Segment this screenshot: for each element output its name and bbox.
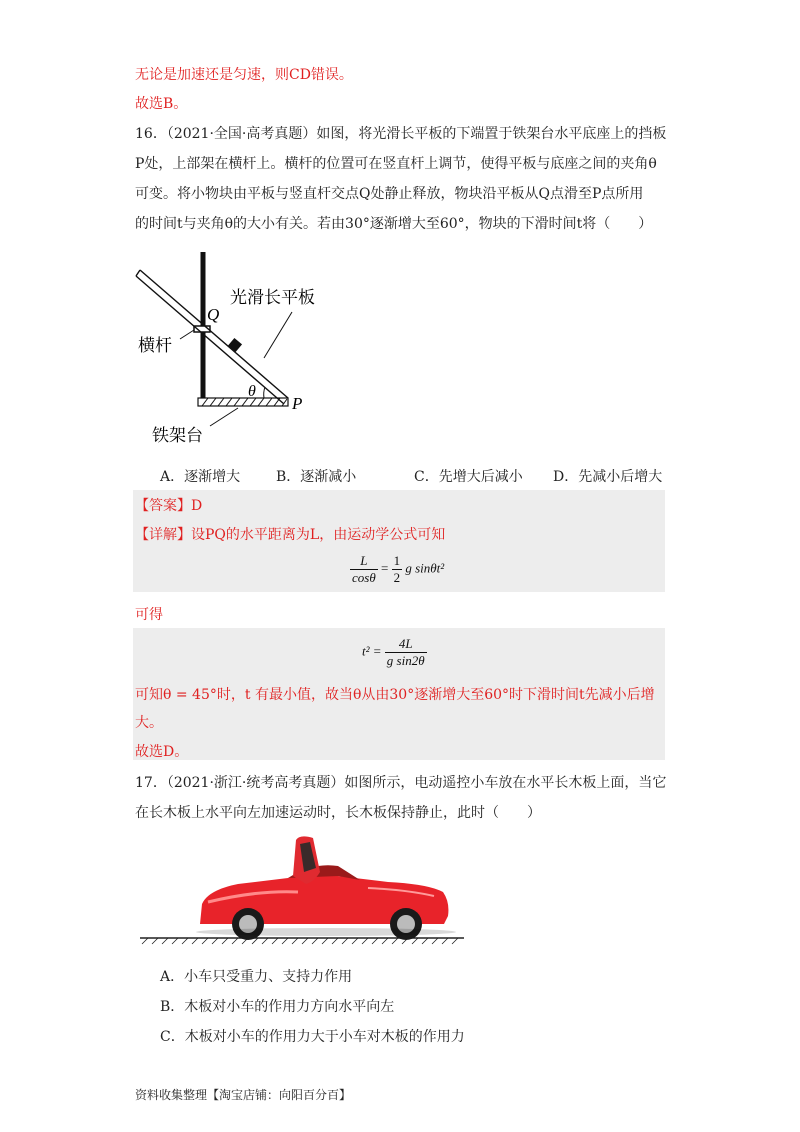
kede-line: 可得 [135, 607, 163, 623]
eq2-den: g sin2θ [386, 653, 425, 668]
equation-1 [350, 553, 444, 586]
bar-label-pointer [180, 330, 194, 339]
detail-line [135, 524, 445, 544]
q16-line-1: 16．（2021·全国·高考真题）如图，将光滑长平板的下端置于铁架台水平底座上的挡板 [135, 126, 667, 142]
prev-conclusion-line: 无论是加速还是匀速，则CD错误。 [135, 67, 353, 83]
board-label-pointer [264, 312, 292, 358]
q16-line-4: 的时间t与夹角θ的大小有关。若由30°逐渐增大至60°，物块的下滑时间t将（ ） [135, 216, 653, 232]
eq2-lhs: t² = [362, 643, 382, 659]
q16-figure [130, 248, 350, 458]
q16-option-d: D．先减小后增大 [553, 469, 663, 485]
label-q: Q [207, 305, 220, 324]
conclusion-line-1: 可知θ = 45°时，t 有最小值，故当θ从由30°逐渐增大至60°时下滑时间t先减小后增 [135, 687, 655, 703]
label-p: P [292, 394, 303, 413]
eq1-eq: = [380, 560, 389, 576]
stand-label-pointer [210, 408, 238, 426]
eq1-rhs-num: 1 [393, 553, 401, 568]
angle-arc [264, 387, 265, 398]
q17-line-2: 在长木板上水平向左加速运动时，长木板保持静止，此时（ ） [135, 805, 541, 821]
equation-2 [362, 636, 427, 669]
eq1-lhs-num: L [350, 553, 378, 570]
small-block [228, 338, 242, 352]
q16-option-a: A．逐渐增大 [160, 469, 241, 485]
q16-option-b: B．逐渐减小 [276, 469, 357, 485]
detail-tag: 【详解】 [135, 527, 191, 543]
q17-option-b: B．木板对小车的作用力方向水平向左 [160, 999, 395, 1015]
label-stand: 铁架台 [152, 426, 203, 446]
prev-choose-line: 故选B。 [135, 96, 188, 112]
label-bar: 横杆 [138, 336, 172, 356]
q16-option-c: C．先增大后减小 [414, 469, 523, 485]
eq1-rhs-tail: g sinθt² [405, 560, 445, 576]
conclusion-line-2: 大。 [135, 715, 163, 731]
q17-option-c: C．木板对小车的作用力大于小车对木板的作用力 [160, 1029, 465, 1045]
footer-text: 资料收集整理【淘宝店铺：向阳百分百】 [135, 1088, 352, 1102]
label-theta: θ [248, 383, 256, 400]
answer-tag: 【答案】D [135, 498, 203, 514]
detail-text: 设PQ的水平距离为L，由运动学公式可知 [191, 527, 446, 543]
eq1-lhs-den: cosθ [352, 570, 376, 585]
q17-option-a: A．小车只受重力、支持力作用 [160, 969, 353, 985]
q17-line-1: 17．（2021·浙江·统考高考真题）如图所示，电动遥控小车放在水平长木板上面，当它 [135, 775, 667, 791]
eq1-rhs-den: 2 [393, 570, 401, 585]
label-board: 光滑长平板 [230, 288, 315, 308]
q16-line-2: P处，上部架在横杆上。横杆的位置可在竖直杆上调节，使得平板与底座之间的夹角θ [135, 156, 657, 172]
q17-car-figure [138, 832, 468, 947]
choose-line: 故选D。 [135, 744, 189, 760]
eq2-num: 4L [385, 636, 427, 653]
q16-line-3: 可变。将小物块由平板与竖直杆交点Q处静止释放，物块沿平板从Q点滑至P点所用 [135, 186, 644, 202]
